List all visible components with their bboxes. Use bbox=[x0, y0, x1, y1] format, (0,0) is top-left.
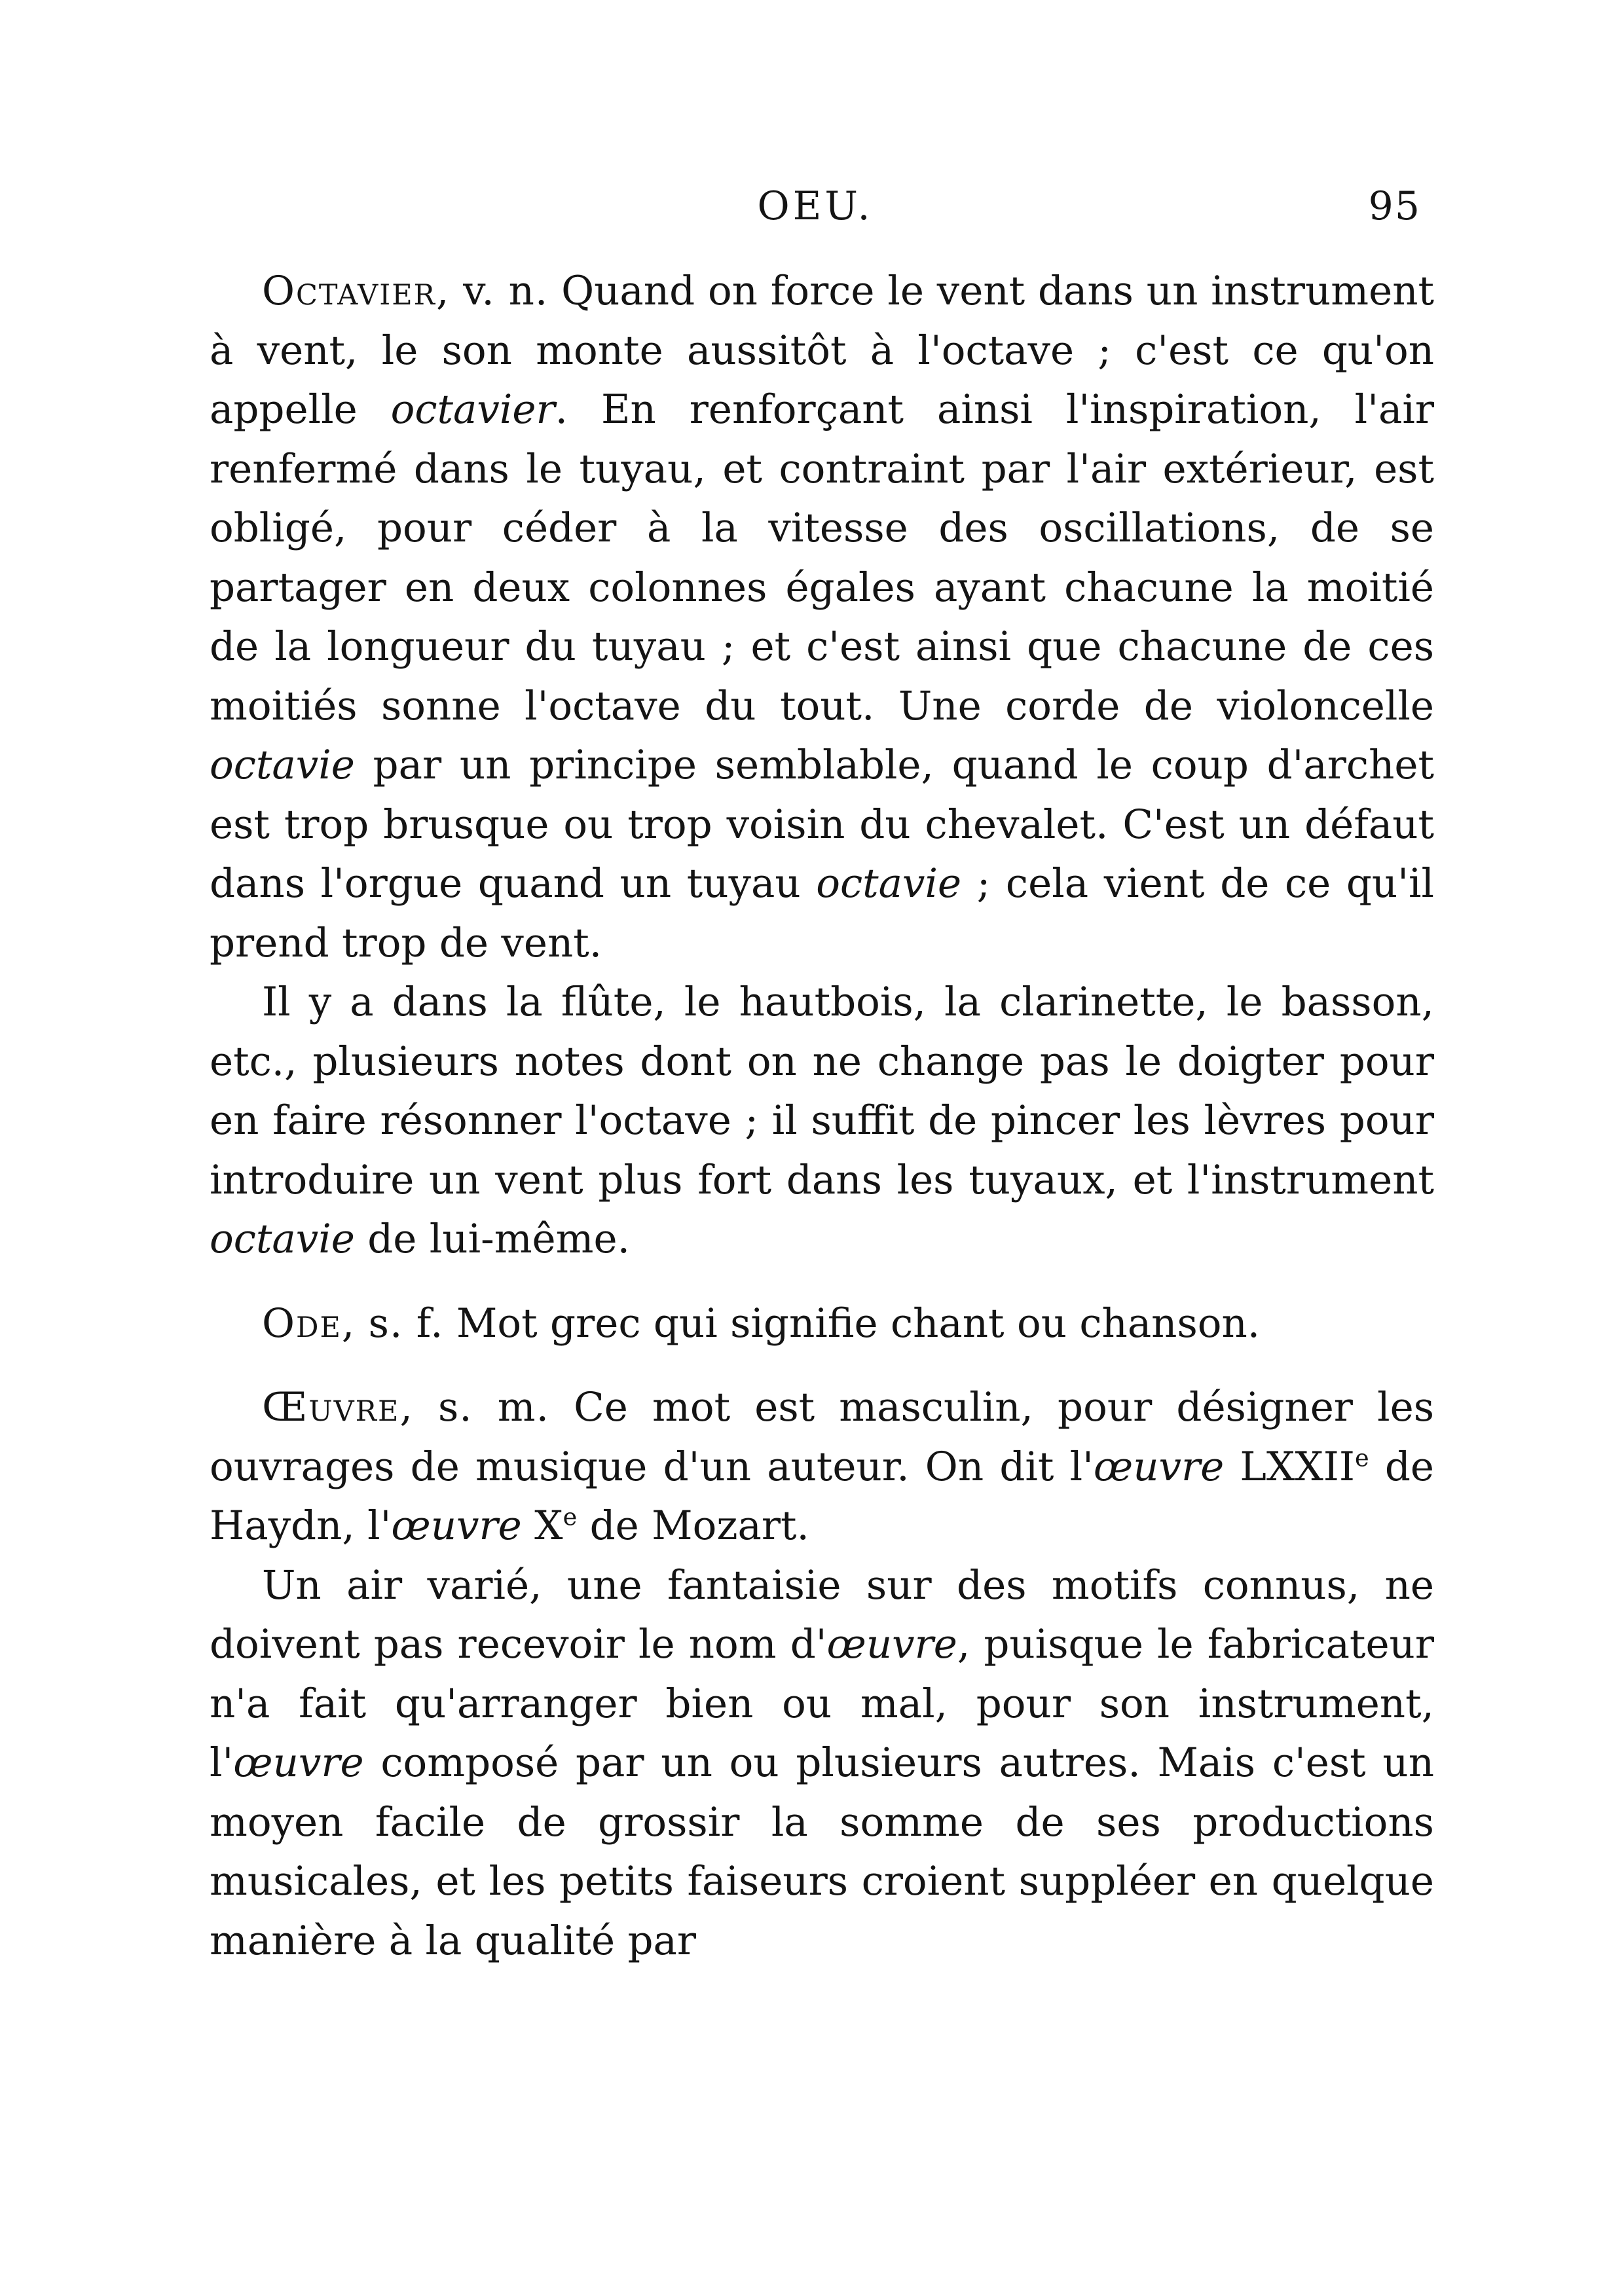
entry-paragraph bbox=[210, 262, 1434, 973]
entry-paragraph bbox=[210, 1294, 1434, 1354]
entry-headword: Ode bbox=[262, 1300, 342, 1347]
text-run: . En renforçant ainsi l'inspiration, l'air renfermé dans le tuyau, et contraint par l'air extérieur, est obligé, pour céder à la vitesse des oscillations, de se partager en deux colonnes égales ayant chacune la moitié de la longueur du tuyau ; et c'est ainsi que chacune de ces moitiés sonne l'octave du tout. Une corde de violoncelle bbox=[210, 386, 1434, 729]
text-run: Mot grec qui signifie chant ou chanson. bbox=[443, 1300, 1261, 1347]
italic-term: œuvre bbox=[1093, 1443, 1225, 1490]
italic-term: octavier bbox=[390, 386, 555, 433]
italic-term: octavie bbox=[816, 860, 962, 907]
grammatical-label: , s. f. bbox=[341, 1300, 444, 1347]
entry-headword: Œuvre bbox=[262, 1384, 400, 1430]
text-run: de lui-même. bbox=[354, 1216, 630, 1262]
text-run: composé par un ou plusieurs autres. Mais c'est un moyen facile de grossir la somme de ses productions musicales, et les petits faiseurs croient suppléer en quelque manière à la qualité par bbox=[210, 1740, 1434, 1964]
entry-continuation-paragraph bbox=[210, 973, 1434, 1269]
text-run: LXXII bbox=[1224, 1443, 1355, 1490]
text-run: Un air varié, une fantaisie sur des motifs connus, ne doivent pas recevoir le nom d' bbox=[210, 1561, 1434, 1667]
text-run: X bbox=[521, 1503, 563, 1549]
italic-term: œuvre bbox=[233, 1740, 364, 1786]
grammatical-label: , s. m. bbox=[399, 1384, 550, 1430]
text-run: Ce mot est masculin, pour désigner les ouvrages de musique d'un auteur. On dit l' bbox=[210, 1384, 1434, 1490]
running-head-title: OEU. bbox=[757, 183, 874, 229]
ordinal-superscript: e bbox=[1354, 1444, 1369, 1472]
text-run: de Haydn, l' bbox=[210, 1443, 1434, 1549]
text-run: par un principe semblable, quand le coup d'archet est trop brusque ou trop voisin du chevalet. C'est un défaut dans l'orgue quand un tuyau bbox=[210, 742, 1434, 907]
italic-term: œuvre bbox=[826, 1621, 957, 1667]
entry-paragraph bbox=[210, 1378, 1434, 1556]
text-run: de Mozart. bbox=[577, 1503, 809, 1549]
page-number: 95 bbox=[1368, 183, 1421, 229]
text-run: ; cela vient de ce qu'il prend trop de vent. bbox=[210, 860, 1434, 966]
italic-term: octavie bbox=[210, 1216, 355, 1262]
italic-term: octavie bbox=[210, 742, 355, 788]
italic-term: œuvre bbox=[391, 1503, 522, 1549]
ordinal-superscript: e bbox=[563, 1503, 578, 1531]
text-run: Il y a dans la flûte, le hautbois, la clarinette, le basson, etc., plusieurs notes dont on ne change pas le doigter pour en faire résonner l'octave ; il suffit de pincer les lèvres pour introduire un vent plus fort dans les tuyaux, et l'instrument bbox=[210, 979, 1434, 1203]
grammatical-label: , v. n. bbox=[435, 268, 549, 314]
entry-continuation-paragraph bbox=[210, 1556, 1434, 1971]
dictionary-text bbox=[210, 262, 1434, 1971]
entry-headword: Octavier bbox=[262, 268, 436, 314]
running-head bbox=[210, 183, 1421, 242]
text-run: Quand on force le vent dans un instrument à vent, le son monte aussitôt à l'octave ; c'est ce qu'on appelle bbox=[210, 268, 1434, 433]
text-run: , puisque le fabricateur n'a fait qu'arranger bien ou mal, pour son instrument, l' bbox=[210, 1621, 1434, 1786]
